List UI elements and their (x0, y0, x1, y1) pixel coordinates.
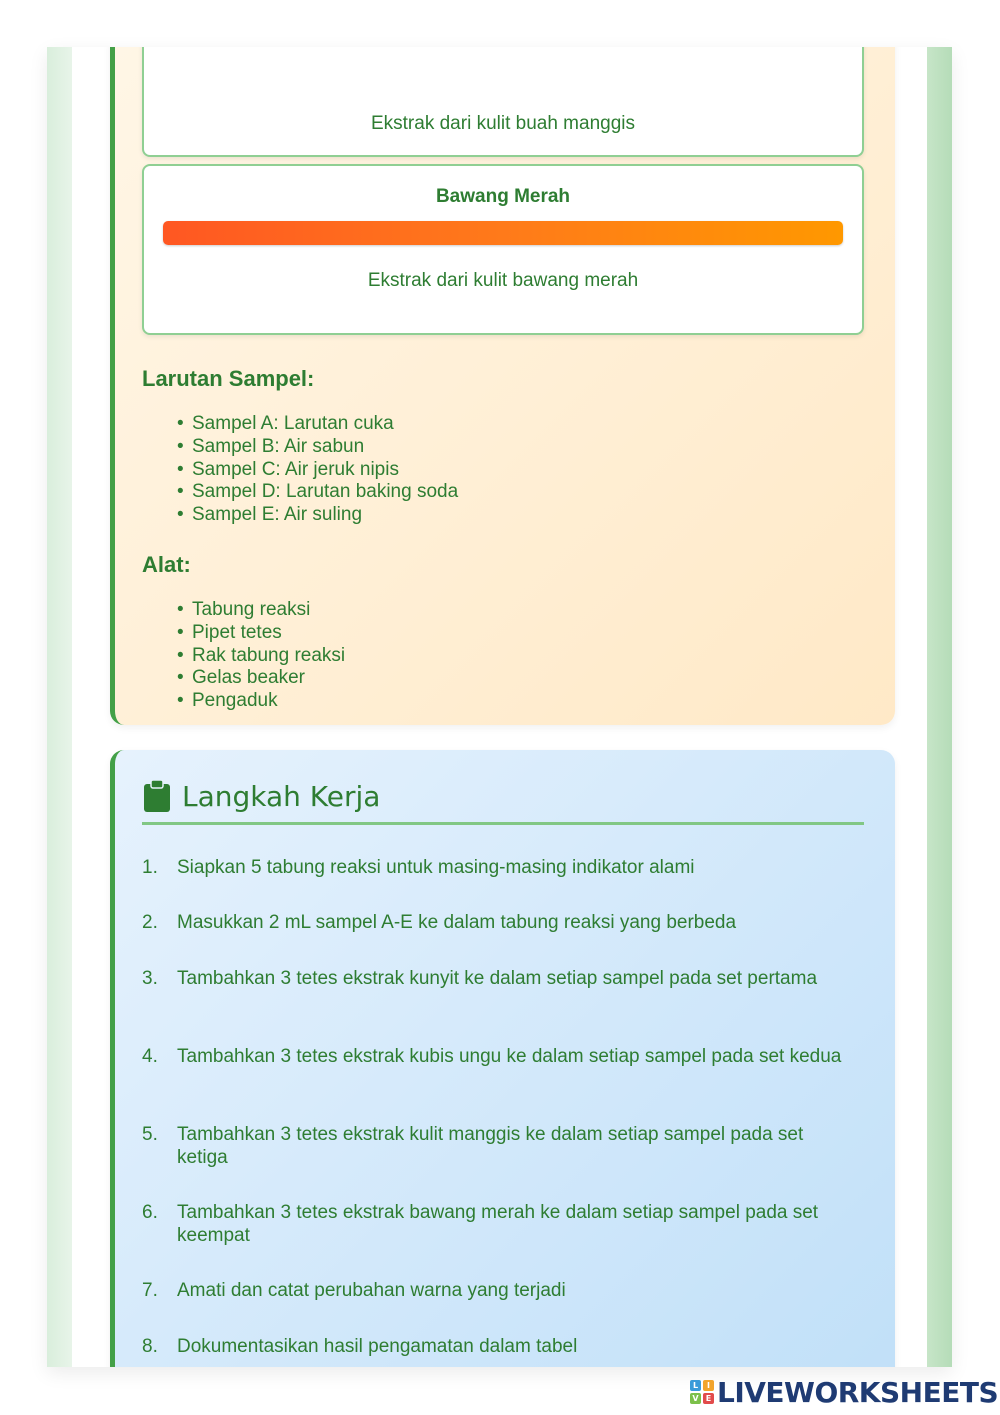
larutan-sampel-list (177, 413, 458, 527)
step-number: 3. (142, 968, 158, 989)
list-item: • Sampel A: Larutan cuka (177, 413, 458, 436)
list-item: • Sampel B: Air sabun (177, 436, 458, 459)
list-item: • Pengaduk (177, 690, 345, 713)
section-title: Langkah Kerja (182, 779, 381, 813)
list-item: • Pipet tetes (177, 622, 345, 645)
step-number: 2. (142, 912, 158, 933)
langkah-kerja-section (110, 750, 895, 1367)
section-header (142, 776, 380, 816)
step-number: 5. (142, 1124, 158, 1145)
list-item: • Gelas beaker (177, 667, 345, 690)
alat-list (177, 599, 345, 713)
step-text: Tambahkan 3 tetes ekstrak bawang merah ke dalam setiap sampel pada set keempat (177, 1202, 819, 1246)
indicator-title: Bawang Merah (435, 186, 571, 207)
page-content (72, 47, 927, 1367)
step-text: Dokumentasikan hasil pengamatan dalam tabel (177, 1336, 578, 1357)
step-text: Amati dan catat perubahan warna yang terjadi (177, 1280, 566, 1301)
step-number: 1. (142, 857, 158, 878)
list-item: • Sampel D: Larutan baking soda (177, 481, 458, 504)
alat-heading: Alat: (142, 552, 191, 577)
liveworksheets-logo (690, 1376, 998, 1408)
step-number: 7. (142, 1280, 158, 1301)
bahan-section (110, 47, 895, 725)
logo-blocks-icon (690, 1380, 714, 1404)
list-item: • Sampel E: Air suling (177, 504, 458, 527)
indicator-card-manggis (142, 47, 864, 157)
logo-block: V (690, 1393, 701, 1404)
divider (142, 822, 864, 825)
list-item: • Sampel C: Air jeruk nipis (177, 459, 458, 482)
step-text: Tambahkan 3 tetes ekstrak kulit manggis ke dalam setiap sampel pada set ketiga (177, 1124, 804, 1168)
list-item: • Rak tabung reaksi (177, 645, 345, 668)
logo-block: L (690, 1380, 701, 1391)
step-text: Tambahkan 3 tetes ekstrak kubis ungu ke dalam setiap sampel pada set kedua (177, 1046, 842, 1067)
worksheet-page (47, 47, 952, 1367)
logo-block: E (703, 1393, 714, 1404)
step-number: 6. (142, 1202, 158, 1223)
indicator-description: Ekstrak dari kulit buah manggis (370, 113, 635, 134)
indicator-description: Ekstrak dari kulit bawang merah (367, 270, 639, 291)
indicator-card-bawang-merah (142, 164, 864, 335)
logo-block: I (703, 1380, 714, 1391)
logo-text: LIVEWORKSHEETS (717, 1375, 999, 1409)
step-number: 4. (142, 1046, 158, 1067)
larutan-sampel-heading: Larutan Sampel: (142, 366, 315, 391)
indicator-color-bar (163, 221, 843, 245)
step-text: Siapkan 5 tabung reaksi untuk masing-masing indikator alami (177, 857, 695, 878)
list-item: • Tabung reaksi (177, 599, 345, 622)
step-text: Tambahkan 3 tetes ekstrak kunyit ke dalam setiap sampel pada set pertama (177, 968, 818, 989)
step-text: Masukkan 2 mL sampel A-E ke dalam tabung reaksi yang berbeda (177, 912, 737, 933)
step-number: 8. (142, 1336, 158, 1357)
clipboard-icon (142, 780, 172, 812)
